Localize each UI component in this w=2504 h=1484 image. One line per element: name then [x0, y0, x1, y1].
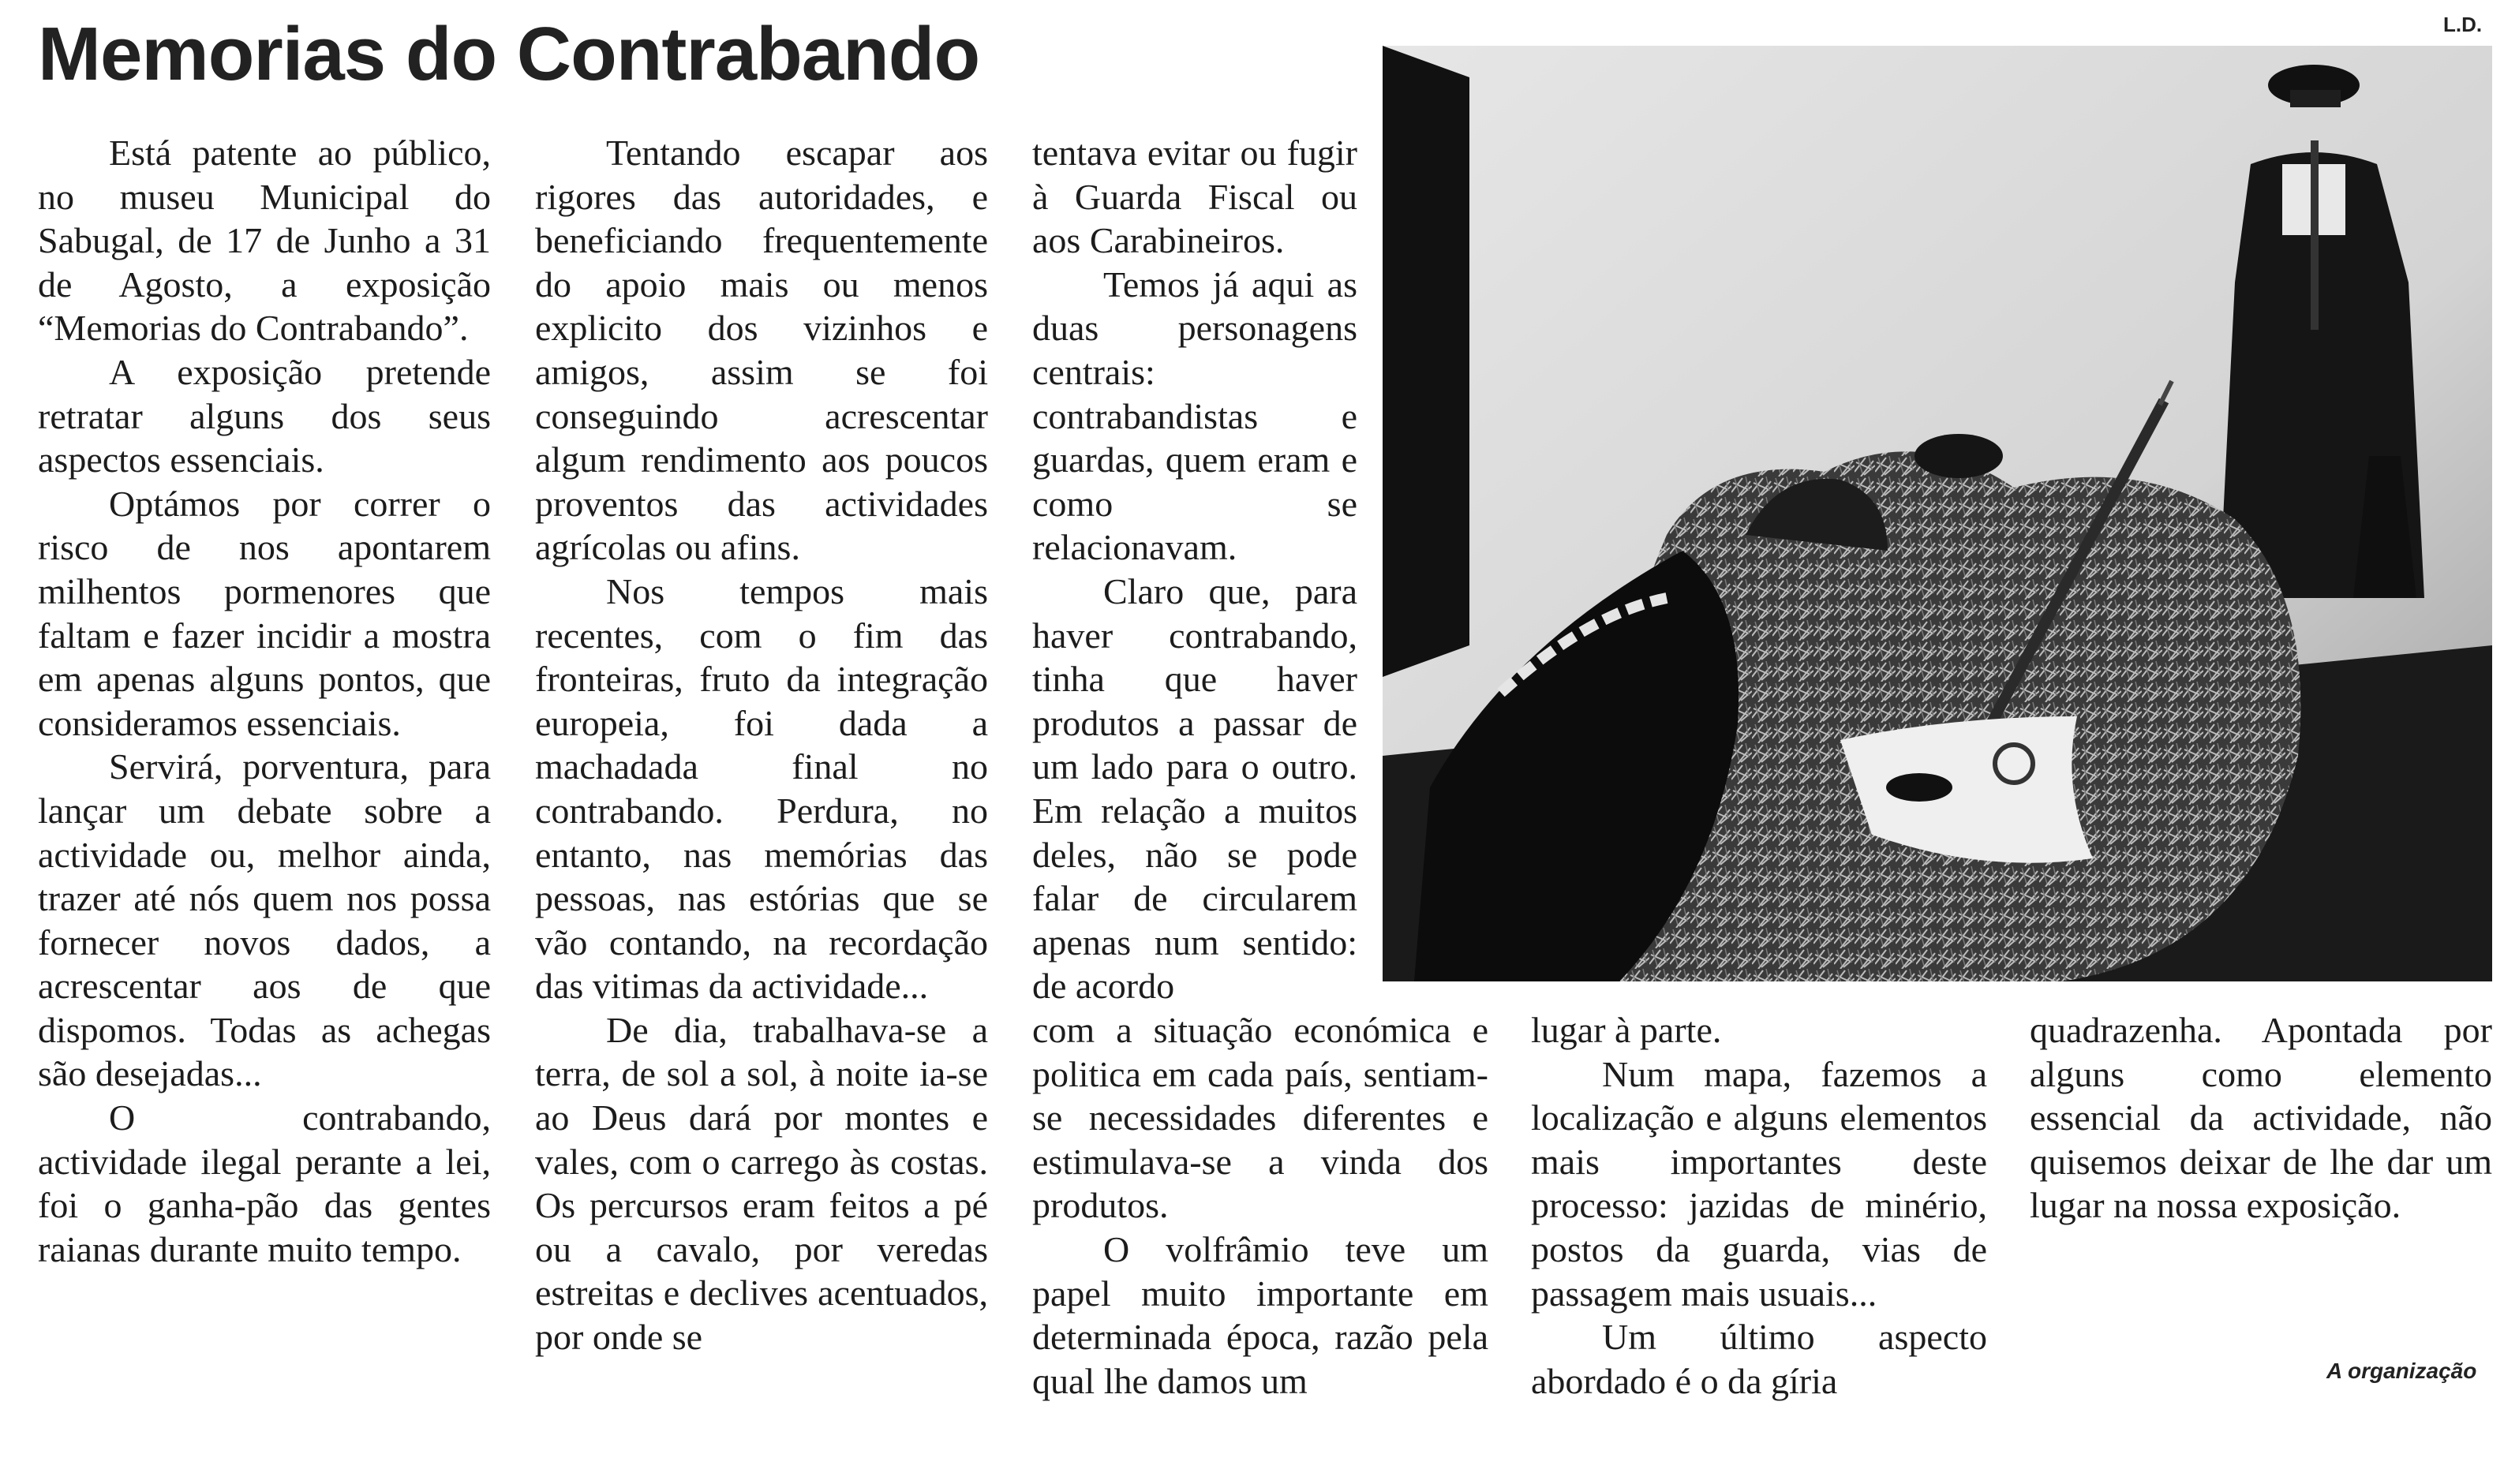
paragraph: lugar à parte.: [1531, 1010, 1722, 1050]
exhibition-photo: [1383, 46, 2492, 981]
article-signature: A organização: [2326, 1359, 2477, 1383]
text-column-5: [2030, 1008, 2492, 1228]
paragraph: Nos tempos mais recentes, com o fim das fronteiras, fruto da integração europeia, foi dada a machadada final no contrabando. Perdura, no entanto, nas memórias das pessoas, nas estórias que se vão contando, na recordação das vitimas da actividade...: [535, 570, 988, 1007]
text-column-3-lower: [1032, 1008, 1488, 1403]
text-column-3: [1032, 131, 1357, 1008]
article-title: Memorias do Contrabando: [38, 12, 980, 96]
paragraph: Optámos por correr o risco de nos apontarem milhentos pormenores que faltam e fazer incidir a mostra em apenas alguns pontos, que consideramos essenciais.: [38, 483, 491, 743]
exhibition-photo-drawing: [1383, 46, 2492, 981]
beret: [1914, 434, 2003, 478]
paragraph: tentava evitar ou fugir à Guarda Fiscal ou aos Carabineiros.: [1032, 133, 1357, 261]
paragraph: O contrabando, actividade ilegal perante a lei, foi o ganha-pão das gentes raianas durante muito tempo.: [38, 1097, 491, 1269]
paragraph: Está patente ao público, no museu Municipal do Sabugal, de 17 de Junho a 31 de Agosto, a exposição “Memorias do Contrabando”.: [38, 133, 491, 349]
paragraph: A exposição pretende retratar alguns dos seus aspectos essenciais.: [38, 351, 491, 480]
paragraph: Temos já aqui as duas personagens centrais: contrabandistas e guardas, quem eram e como se relacionavam.: [1032, 264, 1357, 568]
paragraph: quadrazenha. Apontada por alguns como elemento essencial da actividade, não quisemos deixar de lhe dar um lugar na nossa exposição.: [2030, 1010, 2492, 1226]
text-column-2: [535, 131, 988, 1359]
display-panel: [1383, 46, 1469, 677]
paragraph: Claro que, para haver contrabando, tinha que haver produtos a passar de um lado para o outro. Em relação a muitos deles, não se pode falar de circularem apenas num sentido: de acordo: [1032, 570, 1357, 1007]
paragraph: O volfrâmio teve um papel muito importante em determinada época, razão pela qual lhe damos um: [1032, 1228, 1488, 1401]
text-column-1: [38, 131, 491, 1271]
text-column-4: [1531, 1008, 1987, 1403]
paragraph: Um último aspecto abordado é o da gíria: [1531, 1317, 1987, 1401]
paragraph: com a situação económica e politica em cada país, sentiam-se necessidades diferentes e estimulava-se a vinda dos produtos.: [1032, 1010, 1488, 1226]
paragraph: Tentando escapar aos rigores das autoridades, e beneficiando frequentemente do apoio mais ou menos explicito dos vizinhos e amigos, assim se foi conseguindo acrescentar algum rendimento aos poucos proventos das actividades agrícolas ou afins.: [535, 133, 988, 568]
paragraph: Num mapa, fazemos a localização e alguns elementos mais importantes deste processo: jazidas de minério, postos da guarda, vias de passagem mais usuais...: [1531, 1053, 1987, 1314]
paragraph: De dia, trabalhava-se a terra, de sol a sol, à noite ia-se ao Deus dará por montes e vales, com o carrego às costas. Os percursos eram feitos a pé ou a cavalo, por veredas estreitas e declives acentuados, por onde se: [535, 1009, 988, 1358]
paragraph: Servirá, porventura, para lançar um debate sobre a actividade ou, melhor ainda, trazer até nós quem nos possa fornecer novos dados, a acrescentar aos de que dispomos. Todas as achegas são desejadas...: [38, 746, 491, 1094]
photo-credit: L.D.: [2443, 13, 2483, 36]
